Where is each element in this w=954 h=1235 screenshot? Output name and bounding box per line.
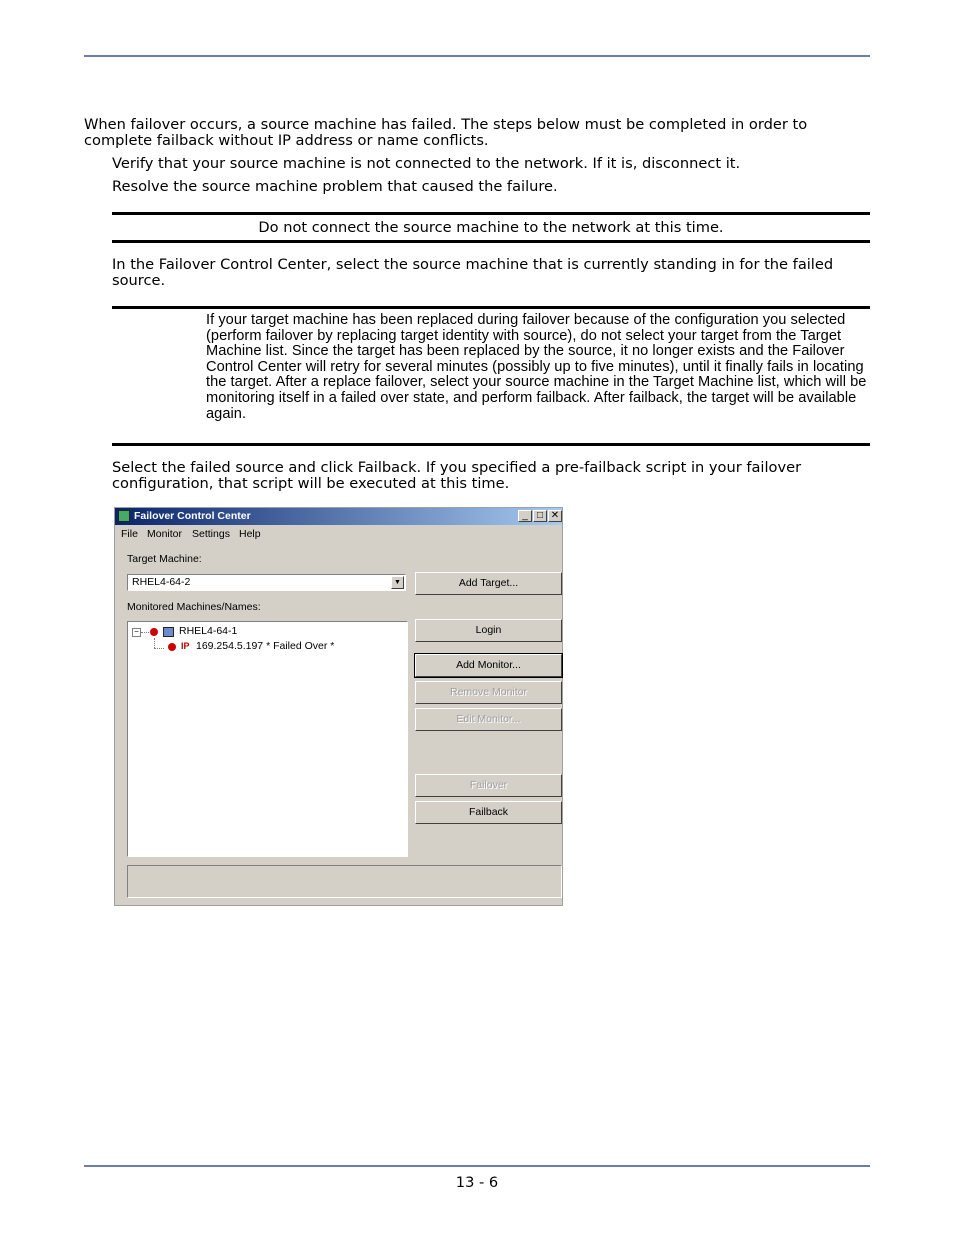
target-machine-label: Target Machine: [127, 553, 202, 565]
failover-control-center-window [114, 507, 563, 906]
warning-box [112, 212, 870, 243]
app-icon [118, 510, 130, 522]
header-rule [84, 55, 870, 57]
page-number: 13 - 6 [455, 1174, 499, 1191]
tree-connector [154, 638, 155, 648]
step-1: Verify that your source machine is not connected to the network. If it is, disconnect it. [112, 155, 741, 172]
step-4: Select the failed source and click Failback. If you specified a pre-failback script in your failover configuration, that script will be executed at this time. [112, 459, 802, 492]
intro-paragraph: When failover occurs, a source machine has failed. The steps below must be completed in order to complete failback without IP address or name conflicts. [84, 116, 808, 149]
tree-item-ip[interactable]: 169.254.5.197 * Failed Over * [196, 640, 335, 652]
monitored-machines-tree[interactable] [127, 621, 408, 857]
collapse-icon[interactable]: − [132, 628, 141, 637]
warning-text: Do not connect the source machine to the network at this time. [258, 219, 724, 236]
edit-monitor-button[interactable]: Edit Monitor... [415, 708, 562, 731]
menu-bar [115, 527, 562, 543]
status-red-icon [168, 643, 176, 651]
remove-monitor-button[interactable]: Remove Monitor [415, 681, 562, 704]
window-titlebar [115, 508, 562, 525]
status-bar [127, 865, 562, 898]
footer-rule [84, 1165, 870, 1167]
window-title: Failover Control Center [134, 510, 251, 522]
add-monitor-button[interactable]: Add Monitor... [415, 654, 562, 677]
step-3: In the Failover Control Center, select the source machine that is currently standing in for the failed source. [112, 256, 834, 289]
target-machine-select[interactable] [127, 574, 406, 591]
step-2: Resolve the source machine problem that caused the failure. [112, 178, 558, 195]
menu-file[interactable]: File [121, 528, 138, 540]
note-text: If your target machine has been replaced during failover because of the configuration you selected (perform failover by replacing target identity with source), do not select your target from the Target Machine list. Since the target has been replaced by the source, it no longer exists and the Failover Control Center will retry for several minutes (possibly up to five minutes), until it finally fails in locating the target. After a replace failover, select your source machine in the Target Machine list, which will be monitoring itself in a failed over state, and perform failback. After failback, the target will be available again. [206, 312, 867, 422]
minimize-button[interactable]: _ [518, 510, 532, 522]
computer-icon [163, 627, 174, 637]
failback-button[interactable]: Failback [415, 801, 562, 824]
menu-monitor[interactable]: Monitor [147, 528, 183, 540]
target-machine-value: RHEL4-64-2 [132, 576, 191, 588]
failover-button[interactable]: Failover [415, 774, 562, 797]
monitored-machines-label: Monitored Machines/Names: [127, 601, 261, 613]
chevron-down-icon[interactable]: ▼ [391, 576, 404, 589]
close-button[interactable]: ✕ [548, 510, 562, 522]
note-box [112, 306, 870, 446]
menu-help[interactable]: Help [239, 528, 261, 540]
add-target-button[interactable]: Add Target... [415, 572, 562, 595]
login-button[interactable]: Login [415, 619, 562, 642]
menu-settings[interactable]: Settings [192, 528, 230, 540]
tree-item-machine[interactable]: RHEL4-64-1 [179, 625, 238, 637]
tree-connector [154, 648, 164, 649]
maximize-button[interactable]: □ [533, 510, 547, 522]
tree-connector [141, 632, 149, 633]
status-red-icon [150, 628, 158, 636]
ip-icon: IP [181, 641, 190, 651]
